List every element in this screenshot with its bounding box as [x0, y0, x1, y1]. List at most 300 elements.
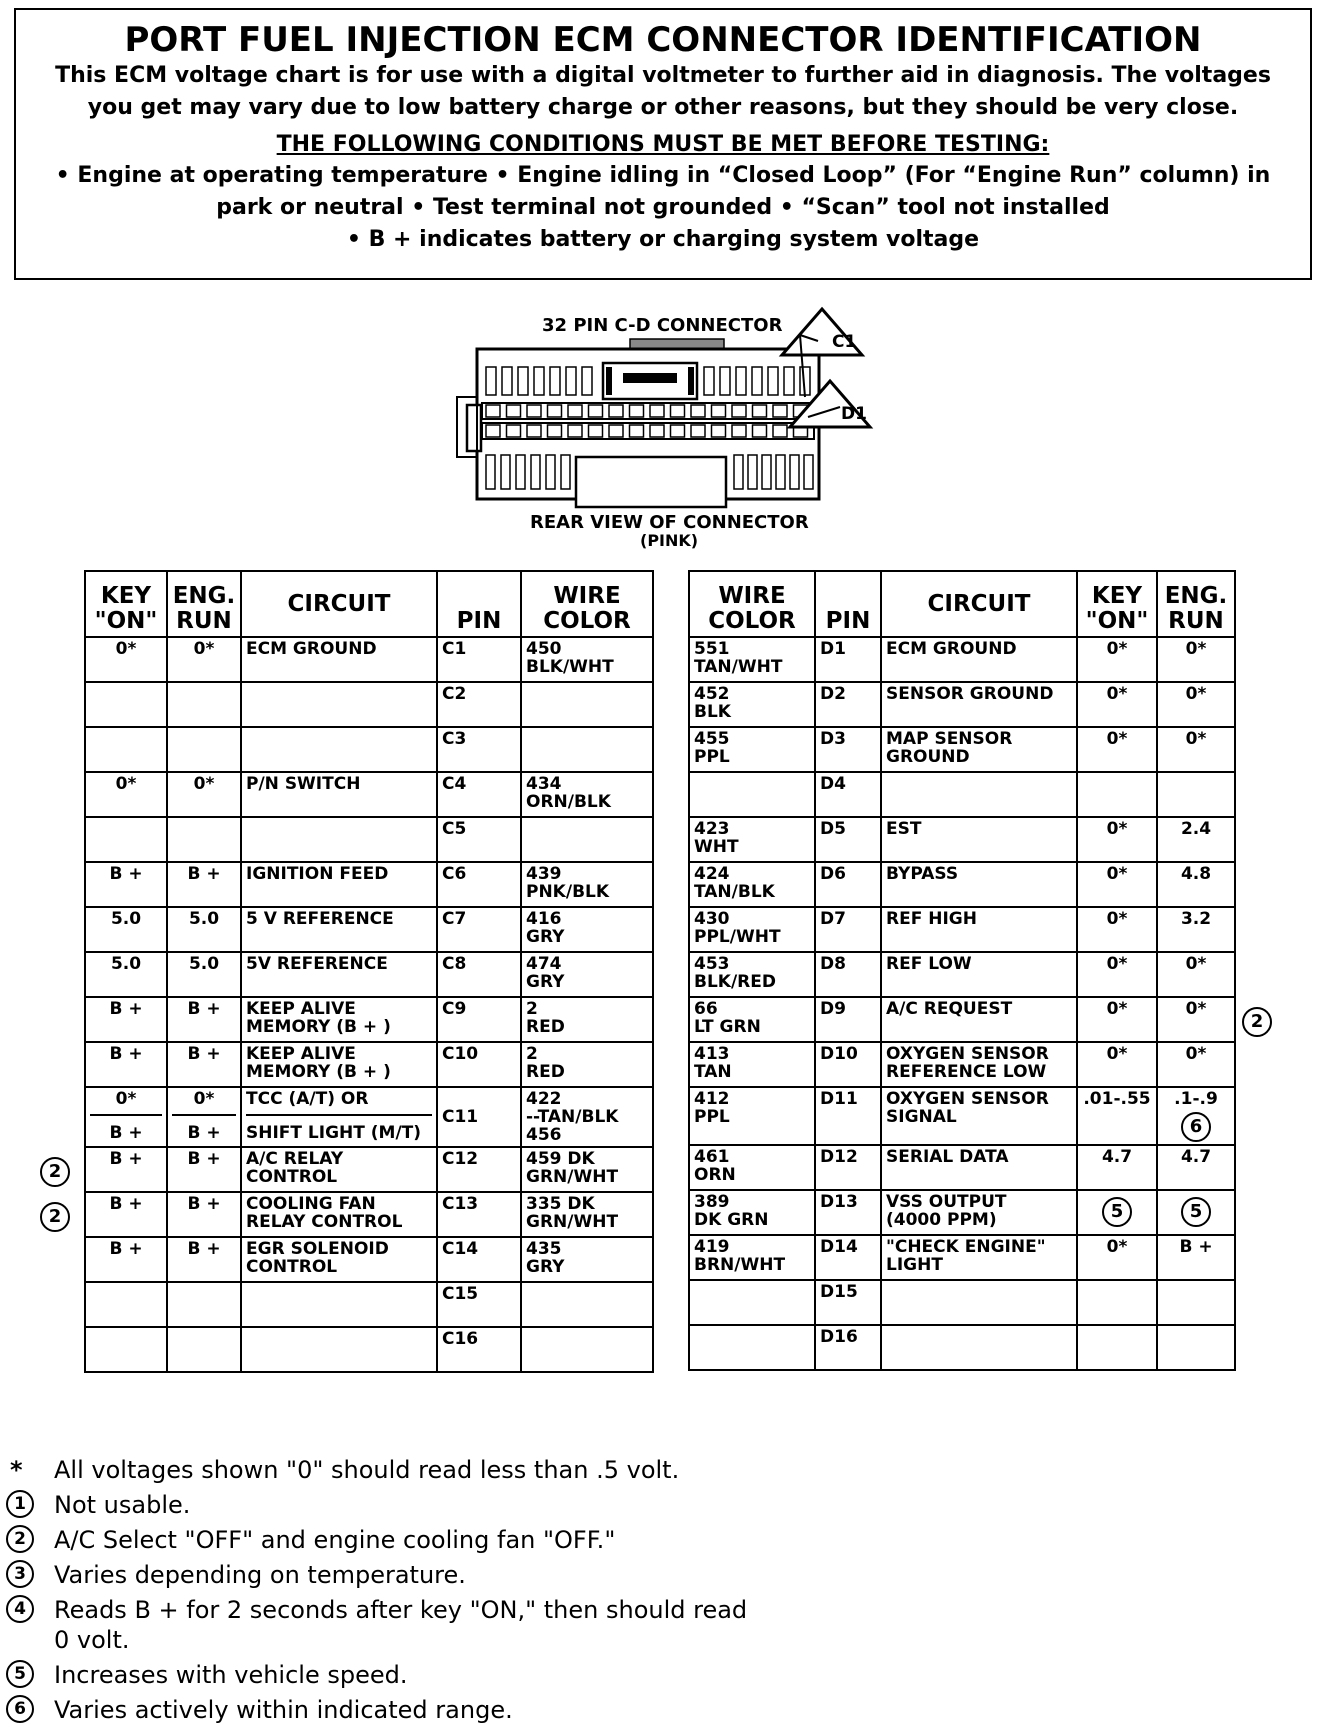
cell-value: D1 [820, 639, 846, 659]
cell-pin [437, 952, 521, 997]
cell-wire-color [689, 952, 815, 997]
cell-value: 474 GRY [526, 954, 565, 992]
cell-value: SENSOR GROUND [886, 684, 1054, 704]
cell-wire-color [521, 952, 653, 997]
conditions-heading: THE FOLLOWING CONDITIONS MUST BE MET BEFORE TESTING: [276, 132, 1050, 157]
cell-eng-run [167, 907, 241, 952]
cell-value: 459 DK GRN/WHT [526, 1149, 619, 1187]
cell-key-on [1077, 1190, 1157, 1235]
cell-value: A/C REQUEST [886, 999, 1013, 1019]
cell-key-on [85, 952, 167, 997]
cell-pin [815, 1145, 881, 1190]
footnote-text: A/C Select "OFF" and engine cooling fan "OFF." [54, 1526, 616, 1554]
header-box [14, 8, 1312, 280]
cell-wire-color [689, 727, 815, 772]
cell-eng-run [1157, 1087, 1235, 1145]
cell-value: 2 RED [526, 999, 565, 1037]
cell-wire-color [521, 1237, 653, 1282]
cell-wire-color [689, 1087, 815, 1145]
cell-eng-run [167, 637, 241, 682]
d-pin-table [688, 570, 1236, 1371]
cell-key-on [85, 907, 167, 952]
cell-value: .01-.55 [1083, 1089, 1151, 1109]
cell-eng-run [1157, 1042, 1235, 1087]
cell-value: SERIAL DATA [886, 1147, 1009, 1167]
cell-pin [437, 772, 521, 817]
cell-value: 0* [1106, 954, 1128, 974]
cell-circuit [241, 1327, 437, 1372]
cell-eng-run [167, 817, 241, 862]
cell-circuit [241, 1087, 437, 1147]
intro-line-1: This ECM voltage chart is for use with a digital voltmeter to further aid in diagnosis. The voltages [55, 63, 1271, 88]
c-pin-table [84, 570, 654, 1373]
cell-value: ECM GROUND [886, 639, 1017, 659]
cell-key-on [85, 1237, 167, 1282]
cell-value: 4.8 [1180, 864, 1212, 884]
cell-value: D10 [820, 1044, 858, 1064]
cell-value: COOLING FAN RELAY CONTROL [246, 1194, 403, 1232]
cell-value: 455 PPL [694, 729, 730, 767]
cell-value: 5.0 [110, 954, 142, 974]
cell-key-on [85, 637, 167, 682]
cell-value: 4.7 [1101, 1147, 1133, 1167]
footnote [6, 1525, 1106, 1555]
table-row [689, 907, 1235, 952]
cell-key-on [85, 817, 167, 862]
cell-eng-run [167, 1042, 241, 1087]
cell-value: 412 PPL [694, 1089, 730, 1127]
cell-value: 4.7 [1180, 1147, 1212, 1167]
cell-value: 5V REFERENCE [246, 954, 388, 974]
cell-circuit [881, 1145, 1077, 1190]
cell-value: 2.4 [1180, 819, 1212, 839]
cell-wire-color [689, 1235, 815, 1280]
cell-value: .1-.9 [1174, 1089, 1218, 1109]
cell-wire-color [689, 997, 815, 1042]
cell-value: 0* [1106, 819, 1128, 839]
cell-wire-color [521, 727, 653, 772]
cell-value: D14 [820, 1237, 858, 1257]
cell-eng-run [167, 997, 241, 1042]
cell-value: 452 BLK [694, 684, 731, 722]
cell-value: 0* [1185, 684, 1207, 704]
cell-key-on [1077, 727, 1157, 772]
cell-wire-color [689, 862, 815, 907]
cell-key-on [85, 997, 167, 1042]
cell-eng-run [167, 1237, 241, 1282]
cell-key-on [1077, 1087, 1157, 1145]
cell-eng-run [1157, 1280, 1235, 1325]
cell-wire-color [689, 1042, 815, 1087]
cell-circuit [241, 862, 437, 907]
cell-value: 434 ORN/BLK [526, 774, 611, 812]
cell-circuit [881, 907, 1077, 952]
cell-circuit [881, 862, 1077, 907]
table-row [85, 682, 653, 727]
cell-pin [815, 1235, 881, 1280]
cell-wire-color [689, 1190, 815, 1235]
cell-value: B + [109, 1194, 143, 1214]
cell-circuit [241, 1147, 437, 1192]
cell-key-on [1077, 637, 1157, 682]
cell-key-on [85, 1042, 167, 1087]
cell-wire-color [689, 637, 815, 682]
cell-key-on [1077, 1325, 1157, 1370]
cell-value: 0* [1185, 639, 1207, 659]
cell-pin [815, 952, 881, 997]
cell-value: B + [187, 999, 221, 1019]
cell-value: 0* [115, 639, 137, 659]
cell-key-on [1077, 817, 1157, 862]
note-number-icon: 3 [6, 1560, 34, 1588]
table-row [85, 1147, 653, 1192]
side-note-icon: 2 [1242, 1007, 1272, 1037]
cell-value: 424 TAN/BLK [694, 864, 775, 902]
cell-value: TCC (A/T) OR [246, 1089, 369, 1109]
table-row [85, 1087, 653, 1147]
table-row [85, 637, 653, 682]
connector-color: (PINK) [640, 531, 699, 550]
footnote [6, 1595, 1106, 1655]
side-note-icon: 2 [40, 1202, 70, 1232]
cell-value: 0* [1106, 1044, 1128, 1064]
cell-value: B + [109, 1239, 143, 1259]
cell-value: D8 [820, 954, 846, 974]
conditions-line-1: • Engine at operating temperature • Engine idling in “Closed Loop” (For “Engine Run” column) in [55, 163, 1271, 188]
cell-value: 0* [1106, 639, 1128, 659]
cell-value: D16 [820, 1327, 858, 1347]
conditions-line-2: park or neutral • Test terminal not grounded • “Scan” tool not installed [216, 195, 1110, 220]
cell-circuit [881, 1190, 1077, 1235]
cell-pin [815, 1325, 881, 1370]
cell-value: 5 V REFERENCE [246, 909, 394, 929]
cell-value: 435 GRY [526, 1239, 565, 1277]
cell-value: 0* [1106, 729, 1128, 749]
cell-value: B + [109, 999, 143, 1019]
cell-value: REF HIGH [886, 909, 977, 929]
footnotes [6, 1455, 1106, 1730]
cell-eng-run [167, 952, 241, 997]
cell-circuit [881, 997, 1077, 1042]
cell-wire-color [689, 682, 815, 727]
cell-pin [815, 1042, 881, 1087]
footnote [6, 1490, 1106, 1520]
table-row [689, 952, 1235, 997]
cell-pin [815, 772, 881, 817]
cell-value: 453 BLK/RED [694, 954, 776, 992]
footnote [6, 1695, 1106, 1725]
cell-eng-run [167, 862, 241, 907]
cell-value: C2 [442, 684, 467, 704]
table-row [689, 727, 1235, 772]
cell-pin [815, 1190, 881, 1235]
table-row [85, 1042, 653, 1087]
cell-circuit [881, 727, 1077, 772]
table-row [85, 1192, 653, 1237]
table-row [689, 817, 1235, 862]
connector-caption: REAR VIEW OF CONNECTOR [530, 512, 809, 533]
cell-circuit [241, 682, 437, 727]
footnote [6, 1560, 1106, 1590]
cell-pin [815, 1280, 881, 1325]
side-note-icon: 2 [40, 1157, 70, 1187]
cell-pin [437, 1042, 521, 1087]
cell-pin [815, 997, 881, 1042]
cell-value: 5.0 [110, 909, 142, 929]
cell-value: 551 TAN/WHT [694, 639, 783, 677]
intro-line-2: you get may vary due to low battery charge or other reasons, but they should be very close. [87, 95, 1239, 120]
cell-value: 2 RED [526, 1044, 565, 1082]
cell-eng-run [1157, 1190, 1235, 1235]
table-row [85, 907, 653, 952]
cell-value: 0* [193, 774, 215, 794]
table-row [85, 727, 653, 772]
cell-value: C9 [442, 999, 467, 1019]
cell-wire-color [689, 1145, 815, 1190]
header-wire-color: WIRE COLOR [521, 571, 653, 637]
cell-value: A/C RELAY CONTROL [246, 1149, 344, 1187]
d1-marker: D1 [841, 404, 867, 424]
cell-pin [815, 1087, 881, 1145]
cell-value: D11 [820, 1089, 858, 1109]
cell-eng-run [1157, 907, 1235, 952]
cell-value: D13 [820, 1192, 858, 1212]
table-row [85, 862, 653, 907]
table-row [85, 817, 653, 862]
cell-value: 461 ORN [694, 1147, 736, 1185]
cell-circuit [241, 637, 437, 682]
cell-value: C10 [442, 1044, 479, 1064]
cell-eng-run [167, 1192, 241, 1237]
cell-eng-run [1157, 952, 1235, 997]
cell-key-on [85, 682, 167, 727]
cell-pin [437, 1282, 521, 1327]
footnote-text: Not usable. [54, 1491, 191, 1519]
asterisk-mark: * [10, 1456, 23, 1484]
table-row [85, 1327, 653, 1372]
cell-wire-color [521, 862, 653, 907]
cell-value: 423 WHT [694, 819, 739, 857]
cell-value: D6 [820, 864, 846, 884]
cell-wire-color [689, 817, 815, 862]
header-key-on: KEY "ON" [1077, 571, 1157, 637]
header-eng-run: ENG. RUN [167, 571, 241, 637]
cell-value: 335 DK GRN/WHT [526, 1194, 619, 1232]
cell-key-on [85, 1087, 167, 1147]
cell-value: B + [1179, 1237, 1213, 1257]
cell-value: 0* [1106, 684, 1128, 704]
table-row [689, 1087, 1235, 1145]
cell-value: D3 [820, 729, 846, 749]
cell-value: 0* [1106, 1237, 1128, 1257]
header-circuit: CIRCUIT [881, 571, 1077, 637]
cell-wire-color [521, 1327, 653, 1372]
cell-pin [437, 997, 521, 1042]
cell-pin [437, 1147, 521, 1192]
cell-value: 413 TAN [694, 1044, 732, 1082]
footnote-text: Reads B + for 2 seconds after key "ON," then should read 0 volt. [54, 1596, 748, 1654]
cell-value: EST [886, 819, 922, 839]
cell-value: BYPASS [886, 864, 959, 884]
cell-key-on [1077, 1280, 1157, 1325]
cell-value: D4 [820, 774, 846, 794]
cell-pin [437, 1087, 521, 1147]
cell-value: 0* [1185, 729, 1207, 749]
cell-eng-run [167, 1327, 241, 1372]
cell-eng-run [167, 727, 241, 772]
cell-eng-run [1157, 1235, 1235, 1280]
cell-value: KEEP ALIVE MEMORY (B + ) [246, 999, 391, 1037]
cell-value: 422 --TAN/BLK 456 [526, 1089, 619, 1145]
cell-circuit [881, 1280, 1077, 1325]
cell-value: 439 PNK/BLK [526, 864, 610, 902]
header-pin: PIN [437, 571, 521, 637]
table-row [85, 1282, 653, 1327]
cell-value: 5.0 [188, 909, 220, 929]
cell-eng-run [1157, 682, 1235, 727]
cell-value: 0* [1185, 954, 1207, 974]
cell-wire-color [521, 1147, 653, 1192]
cell-pin [437, 1237, 521, 1282]
table-row [689, 1190, 1235, 1235]
footnote [6, 1660, 1106, 1690]
c1-marker: C1 [832, 332, 857, 352]
cell-value: D12 [820, 1147, 858, 1167]
cell-value: KEEP ALIVE MEMORY (B + ) [246, 1044, 391, 1082]
cell-circuit [881, 682, 1077, 727]
cell-key-on [1077, 952, 1157, 997]
cell-circuit [241, 1042, 437, 1087]
cell-wire-color [521, 682, 653, 727]
cell-value: 0* [1106, 864, 1128, 884]
cell-value: B + [109, 864, 143, 884]
cell-circuit [241, 952, 437, 997]
footnote-text: Increases with vehicle speed. [54, 1661, 408, 1689]
cell-value: P/N SWITCH [246, 774, 361, 794]
cell-eng-run [167, 1147, 241, 1192]
note-number-icon: 6 [1181, 1112, 1211, 1142]
cell-value: 0* [193, 1089, 215, 1109]
cell-key-on [85, 727, 167, 772]
cell-wire-color [521, 1192, 653, 1237]
cell-value: B + [187, 1149, 221, 1169]
table-row [85, 1237, 653, 1282]
cell-eng-run [1157, 1325, 1235, 1370]
cell-value: B + [109, 1149, 143, 1169]
cell-value: OXYGEN SENSOR SIGNAL [886, 1089, 1049, 1127]
cell-value: 0* [1106, 999, 1128, 1019]
cell-wire-color [521, 1087, 653, 1147]
table-row [689, 1325, 1235, 1370]
cell-eng-run [1157, 772, 1235, 817]
cell-value: OXYGEN SENSOR REFERENCE LOW [886, 1044, 1049, 1082]
footnote-text: Varies actively within indicated range. [54, 1696, 513, 1724]
connector-title: 32 PIN C-D CONNECTOR [542, 315, 783, 336]
cell-key-on [85, 1192, 167, 1237]
cell-value: 416 GRY [526, 909, 565, 947]
cell-key-on [85, 772, 167, 817]
cell-key-on [1077, 1042, 1157, 1087]
cell-value: VSS OUTPUT (4000 PPM) [886, 1192, 1007, 1230]
connector-diagram [440, 305, 960, 555]
table-row [85, 952, 653, 997]
cell-eng-run [167, 1282, 241, 1327]
table-row [689, 862, 1235, 907]
cell-eng-run [1157, 727, 1235, 772]
cell-key-on [85, 1147, 167, 1192]
cell-value: C3 [442, 729, 467, 749]
cell-pin [437, 907, 521, 952]
cell-value: D5 [820, 819, 846, 839]
footnote-text: Varies depending on temperature. [54, 1561, 466, 1589]
cell-value: C11 [442, 1107, 479, 1127]
note-number-icon: 6 [6, 1695, 34, 1723]
cell-value: 0* [1185, 1044, 1207, 1064]
header-eng-run: ENG. RUN [1157, 571, 1235, 637]
table-row [689, 772, 1235, 817]
note-number-icon: 5 [1181, 1197, 1211, 1227]
conditions-line-3: • B + indicates battery or charging system voltage [346, 227, 980, 252]
cell-value: REF LOW [886, 954, 972, 974]
cell-pin [437, 727, 521, 772]
cell-value: C4 [442, 774, 467, 794]
cell-value: ECM GROUND [246, 639, 377, 659]
cell-key-on [1077, 1145, 1157, 1190]
cell-value: "CHECK ENGINE" LIGHT [886, 1237, 1046, 1275]
cell-circuit [241, 997, 437, 1042]
cell-value: B + [187, 1239, 221, 1259]
cell-key-on [1077, 682, 1157, 727]
cell-wire-color [521, 772, 653, 817]
cell-value: 0* [193, 639, 215, 659]
cell-value: B + [109, 1044, 143, 1064]
cell-pin [815, 907, 881, 952]
cell-eng-run [1157, 817, 1235, 862]
cell-value-alt: B + [187, 1123, 221, 1143]
cell-value: 3.2 [1180, 909, 1212, 929]
cell-value: EGR SOLENOID CONTROL [246, 1239, 389, 1277]
cell-circuit [241, 1282, 437, 1327]
cell-value: MAP SENSOR GROUND [886, 729, 1013, 767]
cell-pin [815, 727, 881, 772]
cell-circuit [881, 1042, 1077, 1087]
header-pin: PIN [815, 571, 881, 637]
cell-eng-run [167, 1087, 241, 1147]
cell-value: B + [187, 864, 221, 884]
cell-circuit [881, 637, 1077, 682]
cell-circuit [881, 952, 1077, 997]
cell-value: 66 LT GRN [694, 999, 761, 1037]
cell-key-on [1077, 1235, 1157, 1280]
cell-key-on [1077, 862, 1157, 907]
header-wire-color: WIRE COLOR [689, 571, 815, 637]
cell-circuit [241, 907, 437, 952]
cell-wire-color [521, 1282, 653, 1327]
cell-eng-run [167, 772, 241, 817]
header-circuit: CIRCUIT [241, 571, 437, 637]
cell-value: D9 [820, 999, 846, 1019]
cell-wire-color [521, 907, 653, 952]
cell-pin [437, 1192, 521, 1237]
note-number-icon: 5 [6, 1660, 34, 1688]
note-number-icon: 1 [6, 1490, 34, 1518]
cell-value: C13 [442, 1194, 479, 1214]
cell-wire-color [689, 1280, 815, 1325]
note-number-icon: 2 [6, 1525, 34, 1553]
cell-value: C14 [442, 1239, 479, 1259]
table-row [689, 682, 1235, 727]
cell-pin [815, 682, 881, 727]
